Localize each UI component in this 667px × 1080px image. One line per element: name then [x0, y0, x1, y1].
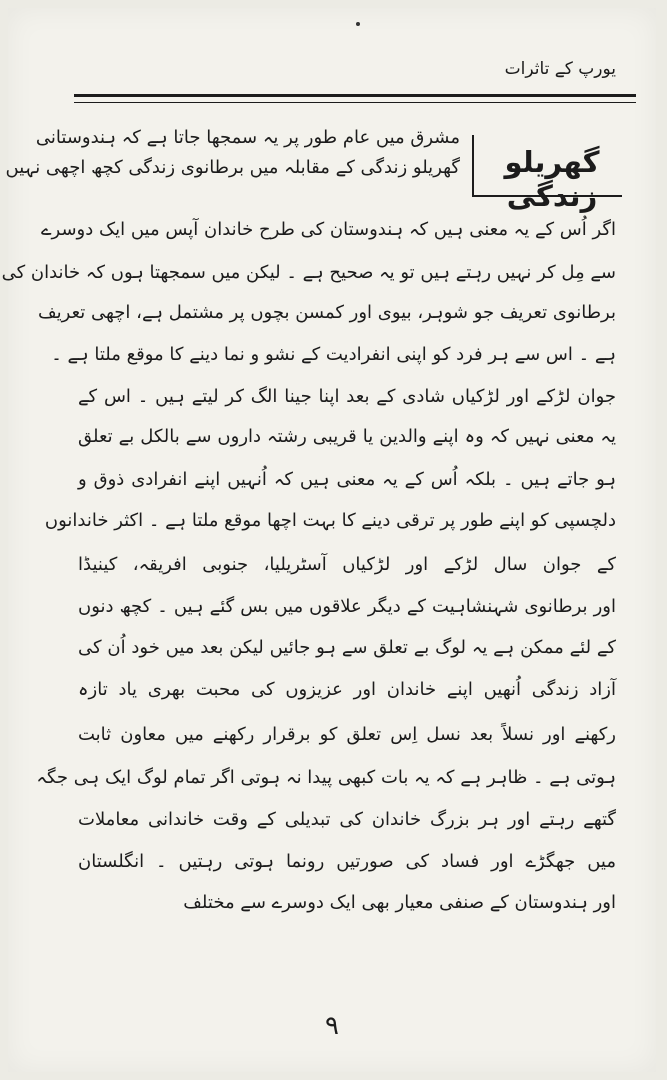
text-line: میں جھگڑے اور فساد کی صورتیں رونما ہوتی رہتیں ۔ انگلستان [78, 851, 616, 872]
book-page [1, 8, 656, 1072]
text-line: ہے ۔ اس سے ہر فرد کو اپنی انفرادیت کے نشو و نما دینے کا موقع ملتا ہے ۔ [51, 344, 616, 365]
header-rule-thin [74, 102, 636, 103]
page-number: ۹ [325, 1011, 339, 1041]
header-rule-thick [74, 94, 636, 97]
section-heading-box [472, 135, 622, 213]
running-header: یورپ کے تاثرات [504, 59, 616, 79]
text-line: آزاد زندگی اُنھیں اپنے خاندان اور عزیزوں کی محبت بھری یاد تازہ [78, 679, 616, 700]
text-line: دلچسپی کو اپنے طور پر ترقی دینے کا بہت اچھا موقع ملتا ہے ۔ اکثر خاندانوں [44, 510, 616, 531]
text-line: اور برطانوی شہنشاہیت کے دیگر علاقوں میں بس گئے ہیں ۔ کچھ دنوں [78, 596, 616, 617]
text-line: اگر اُس کے یہ معنی ہیں کہ ہندوستان کی طرح خاندان آپس میں ایک دوسرے [40, 219, 616, 240]
text-line: رکھنے اور نسلاً بعد نسل اِس تعلق کو برقرار رکھنے میں معاون ثابت [78, 724, 616, 745]
text-line: برطانوی تعریف جو شوہر، بیوی اور کمسن بچوں پر مشتمل ہے، اچھی تعریف [38, 302, 616, 323]
text-line: کے لئے ممکن ہے یہ لوگ بے تعلق سے ہو جائیں لیکن بعد میں خود اُن کی [78, 637, 616, 658]
text-line: گتھے رہتے اور ہر بزرگ خاندان کی تبدیلی کے وقت خاندانی معاملات [78, 809, 616, 830]
text-line: ہو جاتے ہیں ۔ بلکہ اُس کے یہ معنی ہیں کہ اُنہیں اپنے انفرادی ذوق و [78, 469, 616, 490]
print-speck [356, 22, 360, 26]
text-line: اور ہندوستان کے صنفی معیار بھی ایک دوسرے سے مختلف [183, 892, 616, 913]
text-line: مشرق میں عام طور پر یہ سمجھا جاتا ہے کہ ہندوستانی [35, 127, 460, 148]
text-line: سے مِل کر نہیں رہتے ہیں تو یہ صحیح ہے ۔ لیکن میں سمجھتا ہوں کہ خاندان کی [1, 262, 616, 283]
text-line: کے جوان سال لڑکے اور لڑکیاں آسٹریلیا، جنوبی افریقہ، کینیڈا [78, 554, 616, 575]
text-line: ہوتی ہے ۔ ظاہر ہے کہ یہ بات کبھی پیدا نہ ہوتی اگر تمام لوگ ایک ہی جگہ [36, 767, 616, 788]
text-line: یہ معنی نہیں کہ وہ اپنے والدین یا قریبی رشتہ داروں سے بالکل بے تعلق [78, 426, 616, 447]
section-heading: گھریلو زندگی [504, 145, 600, 213]
text-line: گھریلو زندگی کے مقابلہ میں برطانوی زندگی کچھ اچھی نہیں [5, 157, 460, 178]
text-line: جوان لڑکے اور لڑکیاں شادی کے بعد اپنا جینا الگ کر لیتے ہیں ۔ اس کے [78, 386, 616, 407]
